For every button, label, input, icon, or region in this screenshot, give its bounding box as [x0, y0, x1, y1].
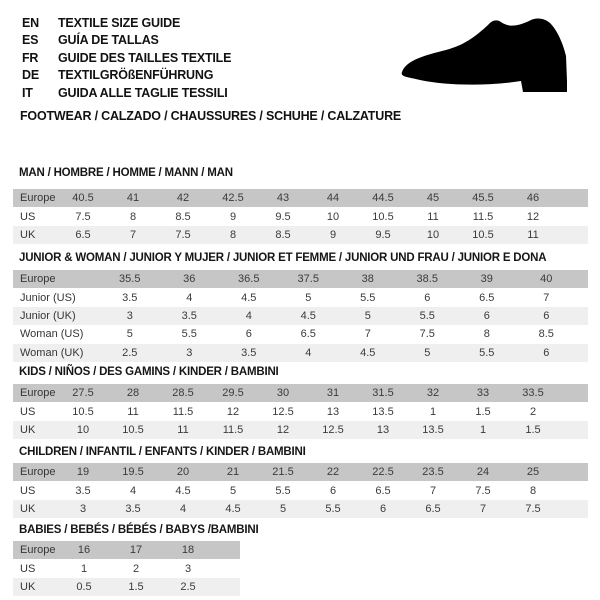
size-cell: 6 — [517, 307, 577, 325]
lang-row-es — [22, 32, 231, 49]
lang-label: TEXTILE SIZE GUIDE — [58, 16, 181, 30]
size-cell: 31 — [308, 384, 358, 402]
table-row — [13, 288, 588, 306]
row-label: Europe — [13, 384, 58, 402]
size-cell: 4 — [219, 307, 279, 325]
size-cell: 12 — [208, 402, 258, 420]
size-cell: 33.5 — [508, 384, 558, 402]
size-cell: 1.5 — [508, 421, 558, 439]
junior-woman-size-table — [13, 270, 588, 362]
table-row — [13, 541, 240, 559]
table-row — [13, 307, 588, 325]
size-cell: 3.5 — [108, 500, 158, 518]
filler-cell — [576, 288, 588, 306]
row-label: US — [13, 207, 58, 225]
size-cell: 9 — [308, 226, 358, 244]
size-cell: 3 — [162, 559, 214, 577]
table-row — [13, 421, 588, 439]
size-cell: 36 — [160, 270, 220, 288]
size-cell: 45 — [408, 189, 458, 207]
size-cell: 25 — [508, 463, 558, 481]
size-cell: 13 — [308, 402, 358, 420]
filler-cell — [576, 344, 588, 362]
table-row — [13, 384, 588, 402]
size-cell: 6 — [398, 288, 458, 306]
size-cell: 7 — [517, 288, 577, 306]
size-cell: 1 — [458, 421, 508, 439]
size-cell: 41 — [108, 189, 158, 207]
size-cell: 6.5 — [457, 288, 517, 306]
row-label: US — [13, 481, 58, 499]
size-cell: 3 — [160, 344, 220, 362]
size-cell: 5 — [398, 344, 458, 362]
size-cell: 6 — [308, 481, 358, 499]
size-cell: 4 — [279, 344, 339, 362]
size-cell: 18 — [162, 541, 214, 559]
man-table-title: MAN / HOMBRE / HOMME / MANN / MAN — [19, 167, 233, 179]
table-row — [13, 481, 588, 499]
size-cell: 13.5 — [358, 402, 408, 420]
row-label: Junior (US) — [13, 288, 100, 306]
size-cell: 10 — [308, 207, 358, 225]
size-cell: 11.5 — [458, 207, 508, 225]
size-cell: 10.5 — [458, 226, 508, 244]
size-cell: 7 — [408, 481, 458, 499]
size-cell: 24 — [458, 463, 508, 481]
size-cell: 29.5 — [208, 384, 258, 402]
size-cell: 44.5 — [358, 189, 408, 207]
size-cell: 12 — [508, 207, 558, 225]
size-cell: 1.5 — [110, 578, 162, 596]
row-label: Europe — [13, 463, 58, 481]
filler-cell — [558, 189, 588, 207]
size-cell: 21.5 — [258, 463, 308, 481]
size-cell: 3.5 — [100, 288, 160, 306]
size-cell: 1.5 — [458, 402, 508, 420]
row-label: UK — [13, 421, 58, 439]
size-cell: 5.5 — [338, 288, 398, 306]
size-cell: 10.5 — [358, 207, 408, 225]
filler-cell — [214, 541, 240, 559]
row-label: Europe — [13, 189, 58, 207]
size-cell: 1 — [58, 559, 110, 577]
size-cell: 40.5 — [58, 189, 108, 207]
size-cell: 6 — [219, 325, 279, 343]
size-cell: 4.5 — [338, 344, 398, 362]
size-cell: 5 — [258, 500, 308, 518]
children-size-table — [13, 463, 588, 518]
size-cell: 5.5 — [457, 344, 517, 362]
size-cell: 3 — [100, 307, 160, 325]
size-cell: 6.5 — [58, 226, 108, 244]
size-cell: 3.5 — [58, 481, 108, 499]
size-cell: 32 — [408, 384, 458, 402]
filler-cell — [558, 226, 588, 244]
size-cell: 12.5 — [258, 402, 308, 420]
kids-size-table — [13, 384, 588, 439]
size-cell: 6.5 — [408, 500, 458, 518]
size-cell: 5 — [208, 481, 258, 499]
size-cell: 36.5 — [219, 270, 279, 288]
size-cell: 19.5 — [108, 463, 158, 481]
size-cell: 5.5 — [258, 481, 308, 499]
size-cell: 7.5 — [58, 207, 108, 225]
size-cell: 8 — [208, 226, 258, 244]
size-cell: 8.5 — [517, 325, 577, 343]
size-cell: 13 — [358, 421, 408, 439]
table-row — [13, 270, 588, 288]
size-cell: 21 — [208, 463, 258, 481]
size-cell: 16 — [58, 541, 110, 559]
size-cell: 35.5 — [100, 270, 160, 288]
lang-row-it — [22, 85, 231, 102]
size-cell: 12 — [258, 421, 308, 439]
table-row — [13, 578, 240, 596]
size-cell: 22.5 — [358, 463, 408, 481]
row-label: Europe — [13, 270, 100, 288]
table-row — [13, 402, 588, 420]
row-label: US — [13, 402, 58, 420]
filler-cell — [558, 207, 588, 225]
size-cell: 31.5 — [358, 384, 408, 402]
row-label: Europe — [13, 541, 58, 559]
size-cell: 10.5 — [58, 402, 108, 420]
size-cell: 2.5 — [100, 344, 160, 362]
category-heading: FOOTWEAR / CALZADO / CHAUSSURES / SCHUHE / CALZATURE — [20, 109, 402, 123]
size-cell: 46 — [508, 189, 558, 207]
lang-row-fr — [22, 50, 231, 67]
table-row — [13, 463, 588, 481]
row-label: Junior (UK) — [13, 307, 100, 325]
lang-row-de — [22, 67, 231, 84]
size-cell: 11 — [108, 402, 158, 420]
size-cell: 5.5 — [308, 500, 358, 518]
lang-code: EN — [22, 16, 39, 30]
size-cell: 9 — [208, 207, 258, 225]
table-row — [13, 207, 588, 225]
lang-label: TEXTILGRÖßENFÜHRUNG — [58, 68, 214, 83]
size-cell: 43 — [258, 189, 308, 207]
lang-code: DE — [22, 68, 39, 83]
size-cell: 4 — [108, 481, 158, 499]
table-row — [13, 344, 588, 362]
size-cell: 11 — [158, 421, 208, 439]
shoe-silhouette-icon — [380, 10, 600, 120]
filler-cell — [576, 325, 588, 343]
filler-cell — [558, 463, 588, 481]
size-cell: 38 — [338, 270, 398, 288]
table-row — [13, 500, 588, 518]
size-cell: 28 — [108, 384, 158, 402]
size-cell: 4.5 — [219, 288, 279, 306]
size-cell: 9.5 — [258, 207, 308, 225]
lang-label: GUÍA DE TALLAS — [58, 33, 159, 48]
size-cell: 9.5 — [358, 226, 408, 244]
lang-code: FR — [22, 50, 39, 65]
size-cell: 8 — [108, 207, 158, 225]
lang-code: ES — [22, 33, 39, 48]
size-cell: 22 — [308, 463, 358, 481]
size-cell: 2 — [508, 402, 558, 420]
size-cell: 5.5 — [398, 307, 458, 325]
size-cell: 45.5 — [458, 189, 508, 207]
size-cell: 17 — [110, 541, 162, 559]
size-cell: 8 — [508, 481, 558, 499]
babies-size-table — [13, 541, 240, 596]
man-size-table — [13, 189, 588, 244]
lang-row-en — [22, 15, 231, 32]
size-cell: 3 — [58, 500, 108, 518]
size-cell: 4.5 — [158, 481, 208, 499]
filler-cell — [558, 402, 588, 420]
filler-cell — [558, 481, 588, 499]
size-cell: 20 — [158, 463, 208, 481]
size-cell: 4 — [160, 288, 220, 306]
row-label: US — [13, 559, 58, 577]
size-cell: 27.5 — [58, 384, 108, 402]
size-cell: 2.5 — [162, 578, 214, 596]
size-cell: 3.5 — [160, 307, 220, 325]
size-cell: 7.5 — [458, 481, 508, 499]
size-cell: 7.5 — [398, 325, 458, 343]
row-label: Woman (US) — [13, 325, 100, 343]
size-cell: 42 — [158, 189, 208, 207]
size-cell: 11.5 — [208, 421, 258, 439]
size-cell: 5.5 — [160, 325, 220, 343]
size-cell: 30 — [258, 384, 308, 402]
size-cell: 6 — [358, 500, 408, 518]
size-cell: 39 — [457, 270, 517, 288]
size-cell: 42.5 — [208, 189, 258, 207]
size-cell: 3.5 — [219, 344, 279, 362]
size-cell: 7.5 — [508, 500, 558, 518]
row-label: UK — [13, 226, 58, 244]
size-cell: 6.5 — [279, 325, 339, 343]
size-cell: 5 — [279, 288, 339, 306]
row-label: Woman (UK) — [13, 344, 100, 362]
size-cell: 5 — [100, 325, 160, 343]
lang-code: IT — [22, 85, 33, 100]
row-label: UK — [13, 500, 58, 518]
size-cell: 11 — [508, 226, 558, 244]
filler-cell — [214, 559, 240, 577]
size-cell: 10 — [408, 226, 458, 244]
filler-cell — [214, 578, 240, 596]
table-row — [13, 559, 240, 577]
size-cell: 38.5 — [398, 270, 458, 288]
size-cell: 8 — [457, 325, 517, 343]
size-cell: 4 — [158, 500, 208, 518]
size-cell: 19 — [58, 463, 108, 481]
size-cell: 12.5 — [308, 421, 358, 439]
lang-label: GUIDE DES TAILLES TEXTILE — [58, 50, 232, 65]
size-cell: 7 — [338, 325, 398, 343]
size-cell: 8.5 — [158, 207, 208, 225]
size-cell: 0.5 — [58, 578, 110, 596]
size-cell: 11.5 — [158, 402, 208, 420]
filler-cell — [558, 500, 588, 518]
size-cell: 5 — [338, 307, 398, 325]
table-row — [13, 226, 588, 244]
size-cell: 33 — [458, 384, 508, 402]
size-cell: 6.5 — [358, 481, 408, 499]
size-cell: 7 — [108, 226, 158, 244]
junior-woman-table-title: JUNIOR & WOMAN / JUNIOR Y MUJER / JUNIOR ET FEMME / JUNIOR UND FRAU / JUNIOR E DONA — [19, 252, 547, 264]
kids-table-title: KIDS / NIÑOS / DES GAMINS / KINDER / BAMBINI — [19, 366, 279, 378]
size-cell: 2 — [110, 559, 162, 577]
filler-cell — [576, 270, 588, 288]
table-row — [13, 325, 588, 343]
size-cell: 44 — [308, 189, 358, 207]
filler-cell — [576, 307, 588, 325]
row-label: UK — [13, 578, 58, 596]
size-cell: 4.5 — [208, 500, 258, 518]
size-cell: 23.5 — [408, 463, 458, 481]
size-cell: 6 — [457, 307, 517, 325]
size-cell: 11 — [408, 207, 458, 225]
size-cell: 6 — [517, 344, 577, 362]
babies-table-title: BABIES / BEBÉS / BÉBÉS / BABYS /BAMBINI — [19, 524, 259, 536]
size-cell: 37.5 — [279, 270, 339, 288]
lang-label: GUIDA ALLE TAGLIE TESSILI — [58, 85, 228, 100]
size-cell: 13.5 — [408, 421, 458, 439]
size-cell: 10.5 — [108, 421, 158, 439]
size-cell: 7 — [458, 500, 508, 518]
size-cell: 4.5 — [279, 307, 339, 325]
size-cell: 8.5 — [258, 226, 308, 244]
children-table-title: CHILDREN / INFANTIL / ENFANTS / KINDER / BAMBINI — [19, 446, 306, 458]
language-header — [22, 15, 231, 102]
filler-cell — [558, 421, 588, 439]
size-cell: 7.5 — [158, 226, 208, 244]
size-cell: 40 — [517, 270, 577, 288]
size-cell: 10 — [58, 421, 108, 439]
size-cell: 28.5 — [158, 384, 208, 402]
filler-cell — [558, 384, 588, 402]
table-row — [13, 189, 588, 207]
size-cell: 1 — [408, 402, 458, 420]
